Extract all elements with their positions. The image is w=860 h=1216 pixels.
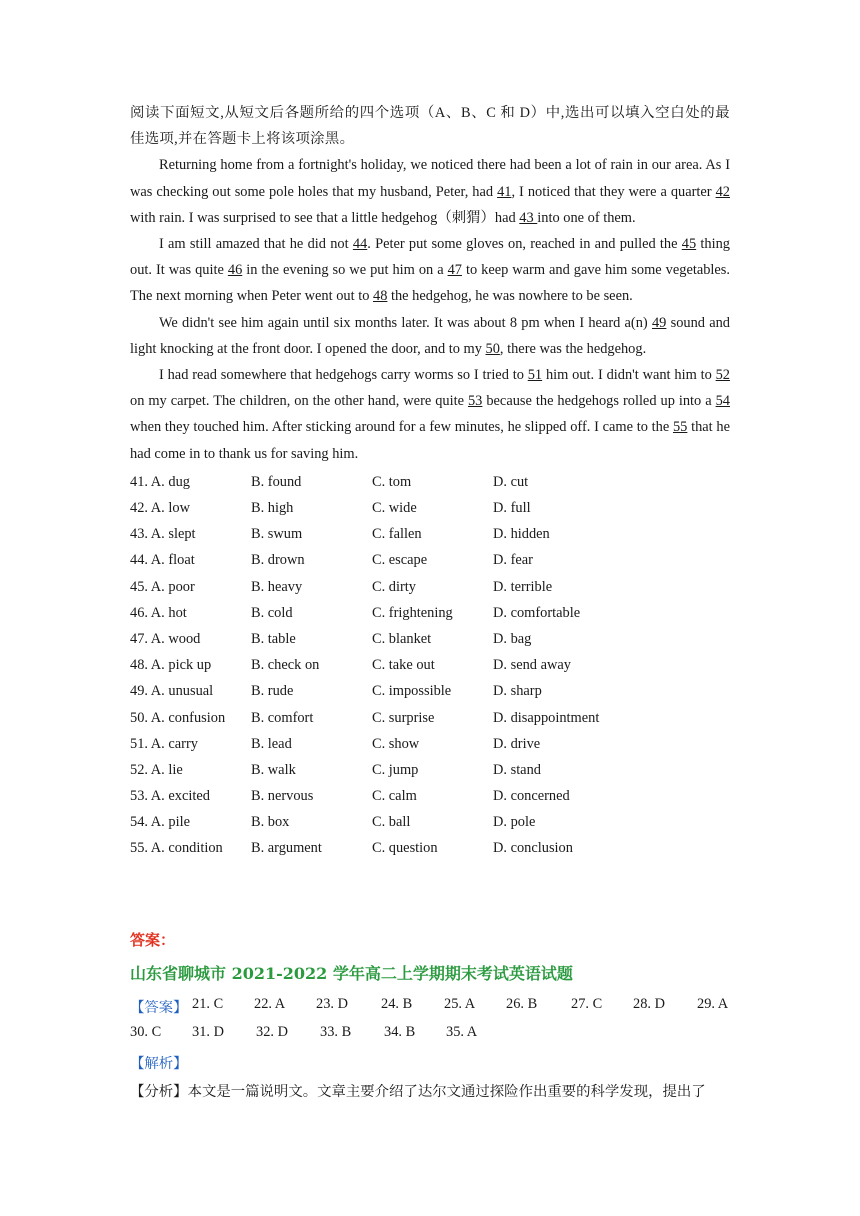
- option-d: D. cut: [493, 473, 529, 490]
- option-d: D. send away: [493, 657, 571, 674]
- answer-item: 27. C: [571, 996, 603, 1012]
- blank-44: 44: [352, 236, 368, 253]
- document-body: [130, 100, 730, 862]
- option-b: B. check on: [251, 657, 320, 674]
- option-row: [130, 495, 730, 521]
- option-b: B. table: [251, 630, 296, 647]
- option-a: 54. A. pile: [130, 814, 190, 831]
- option-c: C. ball: [372, 814, 411, 831]
- option-row: [130, 757, 730, 783]
- option-b: B. rude: [251, 683, 294, 700]
- blank-43: 43: [519, 209, 538, 226]
- option-b: B. lead: [251, 735, 292, 752]
- option-b: B. swum: [251, 526, 303, 543]
- blank-42: 42: [715, 183, 730, 200]
- option-b: B. box: [251, 814, 290, 831]
- option-a: 52. A. lie: [130, 761, 183, 778]
- option-c: C. show: [372, 735, 420, 752]
- option-row: [130, 547, 730, 573]
- answer-item: 33. B: [320, 1024, 352, 1040]
- option-a: 50. A. confusion: [130, 709, 226, 726]
- answer-item: 32. D: [256, 1024, 288, 1040]
- option-c: C. fallen: [372, 526, 422, 543]
- option-b: B. high: [251, 500, 294, 517]
- option-row: [130, 809, 730, 835]
- analysis-line: [130, 1080, 735, 1101]
- answer-line-1: [130, 996, 735, 1018]
- blank-47: 47: [447, 262, 462, 279]
- option-b: B. cold: [251, 604, 293, 621]
- option-d: D. conclusion: [493, 840, 573, 857]
- blank-51: 51: [527, 367, 543, 384]
- option-c: C. question: [372, 840, 438, 857]
- answer-item: 31. D: [192, 1024, 224, 1040]
- option-c: C. take out: [372, 657, 435, 674]
- answer-item: 22. A: [254, 996, 286, 1012]
- option-row: [130, 652, 730, 678]
- option-row: [130, 574, 730, 600]
- option-d: D. disappointment: [493, 709, 600, 726]
- option-a: 43. A. slept: [130, 526, 196, 543]
- option-b: B. nervous: [251, 788, 314, 805]
- answer-tag: 【答案】: [130, 1000, 188, 1016]
- option-a: 49. A. unusual: [130, 683, 214, 700]
- answer-item: 25. A: [444, 996, 476, 1012]
- fenxi-tag: 【分析】: [130, 1084, 188, 1100]
- exam-title: 山东省聊城市 2021-2022 学年高二上学期期末考试英语试题: [130, 964, 573, 983]
- option-c: C. wide: [372, 500, 417, 517]
- option-row: [130, 626, 730, 652]
- option-row: [130, 835, 730, 861]
- paragraph-2: I am still amazed that he did not 44. Peter put some gloves on, reached in and pulled the 45 thing out. It was quite 46 in the evening so we put him on a 47 to keep warm and gave him some vegetables. The next morning when Peter went out to 48 the hedgehog, he was nowhere to be seen.: [130, 236, 731, 305]
- option-row: [130, 521, 730, 547]
- option-d: D. bag: [493, 630, 532, 647]
- fenxi-text: 本文是一篇说明文。文章主要介绍了达尔文通过探险作出重要的科学发现，提出了: [187, 1084, 706, 1100]
- option-d: D. concerned: [493, 788, 570, 805]
- option-b: B. found: [251, 473, 302, 490]
- option-c: C. calm: [372, 788, 417, 805]
- paragraph-1: Returning home from a fortnight's holiday, we noticed there had been a lot of rain in our area. As I was checking out some pole holes that my husband, Peter, had 41, I noticed that they were a quarter 42 with rain. I was surprised to see that a little hedgehog（刺猬）had 43 into one of them.: [130, 157, 730, 226]
- option-row: [130, 731, 730, 757]
- option-c: C. jump: [372, 761, 419, 778]
- option-b: B. walk: [251, 761, 296, 778]
- option-a: 55. A. condition: [130, 840, 223, 857]
- option-c: C. tom: [372, 473, 412, 490]
- option-row: [130, 783, 730, 809]
- option-b: B. argument: [251, 840, 322, 857]
- option-a: 47. A. wood: [130, 630, 201, 647]
- option-b: B. comfort: [251, 709, 314, 726]
- blank-55: 55: [672, 419, 688, 436]
- analysis-tag: 【解析】: [130, 1056, 188, 1072]
- option-d: D. drive: [493, 735, 541, 752]
- option-row: [130, 600, 730, 626]
- blank-41: 41: [497, 183, 512, 200]
- blank-48: 48: [373, 288, 388, 305]
- answer-line-2: [130, 1024, 735, 1046]
- blank-45: 45: [681, 236, 697, 253]
- blank-54: 54: [715, 393, 730, 410]
- option-d: D. comfortable: [493, 604, 581, 621]
- option-b: B. drown: [251, 552, 305, 569]
- blank-50: 50: [485, 340, 500, 357]
- blank-46: 46: [227, 262, 243, 279]
- answer-item: 26. B: [506, 996, 538, 1012]
- option-a: 46. A. hot: [130, 604, 187, 621]
- option-a: 53. A. excited: [130, 788, 210, 805]
- option-d: D. sharp: [493, 683, 542, 700]
- option-a: 41. A. dug: [130, 473, 190, 490]
- option-d: D. pole: [493, 814, 536, 831]
- answer-item: 35. A: [446, 1024, 478, 1040]
- answer-label: 答案：: [130, 931, 176, 949]
- answer-item: 30. C: [130, 1024, 162, 1040]
- blank-52: 52: [715, 367, 730, 384]
- option-d: D. fear: [493, 552, 533, 569]
- option-a: 45. A. poor: [130, 578, 195, 595]
- answer-item: 28. D: [633, 996, 665, 1012]
- option-a: 44. A. float: [130, 552, 195, 569]
- option-a: 48. A. pick up: [130, 657, 212, 674]
- option-row: [130, 705, 730, 731]
- paragraph-3: We didn't see him again until six months later. It was about 8 pm when I heard a(n) 49 sound and light knocking at the front door. I opened the door, and to my 50, there was the hedgehog.: [130, 314, 730, 357]
- answer-item: 24. B: [381, 996, 413, 1012]
- instructions: 阅读下面短文,从短文后各题所给的四个选项（A、B、C 和 D）中,选出可以填入空白处的最佳选项,并在答题卡上将该项涂黑。: [130, 105, 730, 148]
- option-a: 42. A. low: [130, 500, 190, 517]
- option-d: D. full: [493, 500, 531, 517]
- option-d: D. terrible: [493, 578, 553, 595]
- options-list: [130, 469, 730, 862]
- option-c: C. impossible: [372, 683, 452, 700]
- answer-item: 23. D: [316, 996, 348, 1012]
- answer-item: 21. C: [192, 996, 224, 1012]
- option-b: B. heavy: [251, 578, 303, 595]
- option-c: C. surprise: [372, 709, 435, 726]
- option-row: [130, 469, 730, 495]
- option-d: D. hidden: [493, 526, 550, 543]
- option-d: D. stand: [493, 761, 541, 778]
- option-c: C. dirty: [372, 578, 416, 595]
- paragraph-4: I had read somewhere that hedgehogs carry worms so I tried to 51 him out. I didn't want him to 52 on my carpet. The children, on the other hand, were quite 53 because the hedgehogs rolled up into a 54 when they touched him. After sticking around for a few minutes, he slipped off. I came to the 55 that he had come in to thank us for saving him.: [130, 367, 730, 462]
- option-c: C. frightening: [372, 604, 453, 621]
- option-a: 51. A. carry: [130, 735, 198, 752]
- option-c: C. blanket: [372, 630, 432, 647]
- answer-item: 34. B: [384, 1024, 416, 1040]
- option-row: [130, 678, 730, 704]
- answer-item: 29. A: [697, 996, 729, 1012]
- blank-53: 53: [467, 393, 483, 410]
- option-c: C. escape: [372, 552, 428, 569]
- blank-49: 49: [651, 314, 667, 331]
